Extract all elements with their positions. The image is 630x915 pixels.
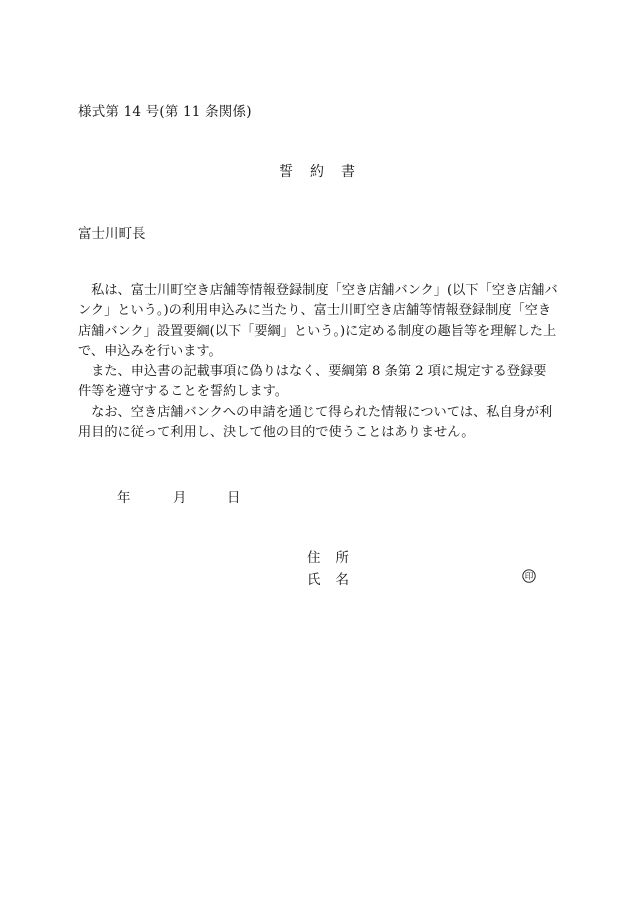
name-line: [307, 568, 349, 588]
address-label-char-1: 住: [307, 550, 321, 566]
seal-mark-text: 印: [524, 572, 534, 582]
address-line: [307, 546, 349, 566]
address-label-char-2: 所: [335, 550, 349, 566]
form-number: 様式第 14 号(第 11 条関係): [78, 104, 252, 120]
document-title: [279, 161, 355, 181]
name-label-char-2: 名: [335, 572, 349, 588]
paragraph-3: なお、空き店舗バンクへの申請を通じて得られた情報については、私自身が利用目的に従って利用し、決して他の目的で使うことはありません。: [78, 404, 553, 441]
date-year-label: 年: [117, 490, 131, 506]
paragraph-1: 私は、富士川町空き店舗等情報登録制度「空き店舗バンク」(以下「空き店舗バンク」という。)の利用申込みに当たり、富士川町空き店舗等情報登録制度「空き店舗バンク」設置要綱(以下「要綱」という。)に定める制度の趣旨等を理解した上で、申込みを行います。: [78, 283, 558, 359]
date-month-label: 月: [173, 490, 187, 506]
title-char-3: 書: [341, 164, 355, 180]
seal-mark-icon: [522, 569, 536, 583]
title-char-1: 誓: [279, 164, 293, 180]
paragraph-2: また、申込書の記載事項に偽りはなく、要綱第 8 条第 2 項に規定する登録要件等を遵守することを誓約します。: [78, 364, 547, 400]
name-label-char-1: 氏: [307, 572, 321, 588]
pledge-body: [78, 281, 558, 443]
title-char-2: 約: [310, 164, 324, 180]
addressee: 富士川町長: [78, 226, 146, 242]
date-day-label: 日: [227, 490, 241, 506]
